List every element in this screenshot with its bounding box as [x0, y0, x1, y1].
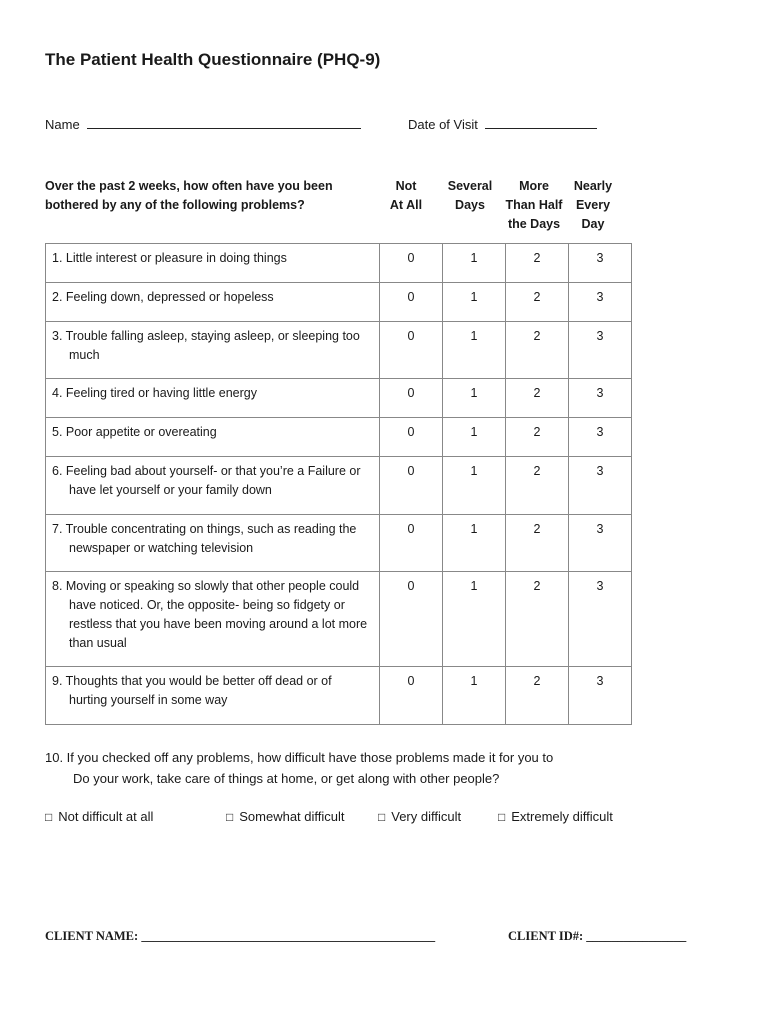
item-cell [46, 379, 380, 418]
score-cell[interactable]: 2 [506, 283, 569, 322]
name-label: Name [45, 117, 80, 132]
item-text: 6. Feeling bad about yourself- or that you’re a Failure or have let yourself or your family down [52, 464, 361, 497]
item-cell [46, 418, 380, 457]
score-cell[interactable]: 1 [443, 667, 506, 725]
name-row [45, 117, 361, 132]
score-cell[interactable]: 3 [569, 515, 632, 572]
client-id-label: CLIENT ID#: [508, 929, 584, 943]
column-header-line: Every [575, 198, 611, 212]
score-cell[interactable]: 3 [569, 418, 632, 457]
score-cell[interactable]: 2 [506, 322, 569, 379]
option-label: Somewhat difficult [239, 809, 345, 824]
option-very-difficult[interactable] [378, 809, 461, 824]
column-header-line: Days [455, 198, 485, 212]
score-cell[interactable]: 1 [443, 322, 506, 379]
client-name-field[interactable]: _______________________________________________ [141, 929, 436, 943]
score-cell[interactable]: 1 [443, 515, 506, 572]
client-name-label: CLIENT NAME: [45, 929, 139, 943]
checkbox-icon[interactable]: □ [378, 810, 386, 824]
option-label: Very difficult [391, 809, 462, 824]
table-row [46, 457, 632, 515]
score-cell[interactable]: 1 [443, 457, 506, 515]
score-cell[interactable]: 2 [506, 379, 569, 418]
option-not-difficult[interactable] [45, 809, 153, 824]
question-10 [45, 747, 553, 789]
item-cell [46, 572, 380, 667]
item-text: 1. Little interest or pleasure in doing things [52, 251, 287, 265]
date-row [408, 117, 597, 132]
column-header-line: Than Half [505, 198, 563, 212]
item-cell [46, 515, 380, 572]
client-name-row [45, 929, 435, 944]
item-cell [46, 283, 380, 322]
score-cell[interactable]: 2 [506, 667, 569, 725]
column-header-line: Day [581, 217, 605, 231]
score-cell[interactable]: 2 [506, 244, 569, 283]
score-cell[interactable]: 0 [380, 244, 443, 283]
score-cell[interactable]: 3 [569, 283, 632, 322]
score-cell[interactable]: 3 [569, 379, 632, 418]
column-header-line: the Days [507, 217, 561, 231]
score-cell[interactable]: 0 [380, 379, 443, 418]
checkbox-icon[interactable]: □ [498, 810, 506, 824]
option-label: Extremely difficult [511, 809, 613, 824]
table-row [46, 379, 632, 418]
score-cell[interactable]: 3 [569, 667, 632, 725]
option-label: Not difficult at all [58, 809, 154, 824]
table-row [46, 322, 632, 379]
score-cell[interactable]: 0 [380, 457, 443, 515]
score-cell[interactable]: 0 [380, 572, 443, 667]
item-cell [46, 244, 380, 283]
column-header-line: Several [447, 179, 493, 193]
question-10-line: Do your work, take care of things at home, or get along with other people? [73, 771, 500, 786]
table-row [46, 667, 632, 725]
score-cell[interactable]: 0 [380, 322, 443, 379]
checkbox-icon[interactable]: □ [226, 810, 234, 824]
score-cell[interactable]: 3 [569, 572, 632, 667]
score-cell[interactable]: 1 [443, 379, 506, 418]
item-text: 7. Trouble concentrating on things, such as reading the newspaper or watching television [52, 522, 357, 555]
score-cell[interactable]: 2 [506, 572, 569, 667]
checkbox-icon[interactable]: □ [45, 810, 53, 824]
option-somewhat-difficult[interactable] [226, 809, 345, 824]
item-text: 4. Feeling tired or having little energy [52, 386, 257, 400]
score-cell[interactable]: 2 [506, 418, 569, 457]
name-field[interactable] [87, 117, 361, 129]
item-cell [46, 322, 380, 379]
item-text: 8. Moving or speaking so slowly that other people could have noticed. Or, the opposite- being so fidgety or restless that you have been moving around a lot more than usual [52, 579, 368, 650]
score-cell[interactable]: 0 [380, 515, 443, 572]
score-cell[interactable]: 1 [443, 418, 506, 457]
score-cell[interactable]: 0 [380, 283, 443, 322]
option-extremely-difficult[interactable] [498, 809, 613, 824]
column-header-not-at-all [380, 177, 432, 215]
column-header-more-than-half [500, 177, 568, 234]
table-row [46, 244, 632, 283]
item-text: 2. Feeling down, depressed or hopeless [52, 290, 274, 304]
page-title: The Patient Health Questionnaire (PHQ-9) [45, 50, 381, 69]
score-cell[interactable]: 2 [506, 457, 569, 515]
item-cell [46, 457, 380, 515]
score-cell[interactable]: 3 [569, 457, 632, 515]
score-cell[interactable]: 1 [443, 572, 506, 667]
date-label: Date of Visit [408, 117, 478, 132]
column-header-line: Nearly [573, 179, 613, 193]
column-header-line: Not [395, 179, 417, 193]
table-row [46, 515, 632, 572]
table-row [46, 572, 632, 667]
score-cell[interactable]: 3 [569, 244, 632, 283]
item-text: 3. Trouble falling asleep, staying asleep, or sleeping too much [52, 329, 360, 362]
score-cell[interactable]: 0 [380, 418, 443, 457]
score-cell[interactable]: 3 [569, 322, 632, 379]
client-id-field[interactable]: ________________ [586, 929, 687, 943]
column-header-line: More [519, 179, 549, 193]
instructions: Over the past 2 weeks, how often have you been bothered by any of the following problems? [45, 179, 333, 212]
question-10-line: 10. If you checked off any problems, how difficult have those problems made it for you to [45, 750, 554, 765]
column-header-nearly-every-day [566, 177, 620, 234]
item-text: 5. Poor appetite or overeating [52, 425, 217, 439]
item-cell [46, 667, 380, 725]
score-cell[interactable]: 0 [380, 667, 443, 725]
table-row [46, 418, 632, 457]
phq9-table [45, 243, 632, 725]
client-id-row [508, 929, 686, 944]
table-row [46, 283, 632, 322]
score-cell[interactable]: 1 [443, 283, 506, 322]
score-cell[interactable]: 2 [506, 515, 569, 572]
item-text: 9. Thoughts that you would be better off dead or of hurting yourself in some way [52, 674, 332, 707]
column-header-line: At All [389, 198, 423, 212]
date-field[interactable] [485, 117, 597, 129]
column-header-several-days [441, 177, 499, 215]
score-cell[interactable]: 1 [443, 244, 506, 283]
